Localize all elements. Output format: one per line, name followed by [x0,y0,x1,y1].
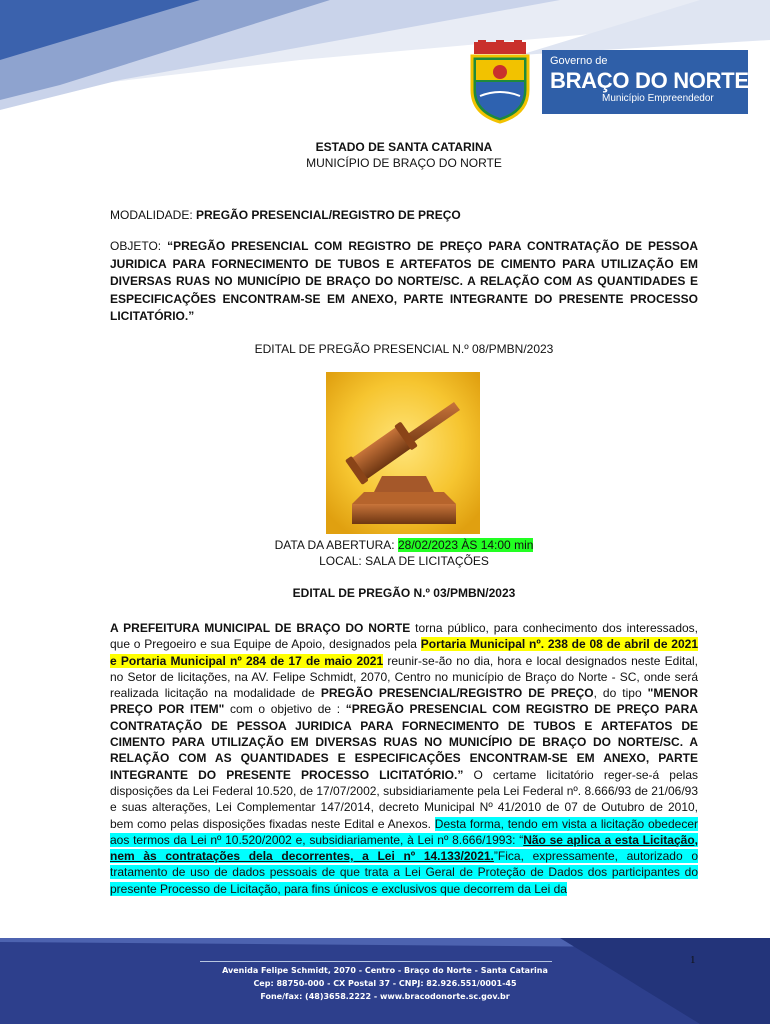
objeto-paragraph [110,238,698,326]
footer-cep: Cep: 88750-000 - CX Postal 37 - CNPJ: 82.926.551/0001-45 [253,979,517,988]
opening-date-value: 28/02/2023 ÀS 14:00 min [397,538,534,552]
footer-address: Avenida Felipe Schmidt, 2070 - Centro - Braço do Norte - Santa Catarina [222,966,548,975]
gavel-image [326,372,480,534]
edital-pregao-title: EDITAL DE PREGÃO N.º 03/PMBN/2023 [292,586,516,600]
paragraph-text: com o objetivo de : [224,702,346,717]
paragraph-text: O certame licitatório reger-se-á pelas disposições da Lei Federal 10.520, de 17/07/2002, subsidiariamente pela Lei Federal nº. 8.666/93 de 21/06/93 e suas alterações, Lei Complementar 147/2014, decreto Municipal Nº 41/2010 de 07 de Outubro de 2010, bem como pelas disposições fixadas neste Edital e Anexos. [110,767,698,831]
objeto-label: OBJETO: [110,239,168,253]
lei-notice-c: ”Fica, expressamente, autorizado o tratamento de uso de dados pessoais de que trata a Lei Geral de Proteção de Dados dos participantes do presente Processo de Licitação, para fins únicos e exclusivos que decorrem da Lei da [110,849,698,896]
footer-contact: Fone/fax: (48)3658.2222 - www.bracodonorte.sc.gov.br [260,992,510,1001]
prefeitura-name: A PREFEITURA MUNICIPAL DE BRAÇO DO NORTE [110,621,411,635]
portaria-reference: Portaria Municipal nº. 238 de 08 de abril de 2021 e Portaria Municipal nº 284 de 17 de maio 2021 [110,637,698,668]
coat-of-arms-icon [460,40,540,124]
logo-text-city: BRAÇO DO NORTE [550,68,749,93]
edital-presencial-title: EDITAL DE PREGÃO PRESENCIAL N.º 08/PMBN/2023 [254,342,554,356]
logo-text-governo: Governo de [550,55,608,67]
footer-divider [200,961,552,962]
municipality-heading: MUNICÍPIO DE BRAÇO DO NORTE [306,156,502,170]
lei-notice-b: Não se aplica a esta Licitação, nem às contratações dela decorrentes, a Lei nº 14.133/2021. [110,832,698,864]
paragraph-text: reunir-se-ão no dia, hora e local designados neste Edital, no Setor de licitações, na AV. Felipe Schmidt, 2070, Centro no município de Braço do Norte - SC, onde será realizada licitação na modalidade de [110,653,698,701]
paragraph-text: , do tipo [593,686,648,701]
page-number: 1 [690,954,696,966]
state-heading: ESTADO DE SANTA CATARINA [315,140,493,154]
opening-date-line [110,538,698,552]
opening-date-label: DATA DA ABERTURA: [274,538,398,552]
modalidade-line [110,207,698,223]
logo-text-slogan: Município Empreendedor [602,93,714,104]
location-line: LOCAL: SALA DE LICITAÇÕES [319,554,489,568]
tipo-inline: "MENOR PREÇO POR ITEM" [110,686,698,717]
modalidade-label: MODALIDADE: [110,208,197,222]
lei-notice-a: Desta forma, tendo em vista a licitação obedecer aos termos da Lei nº 10.520/2002 e, subsidiariamente, à Lei nº 8.666/1993: “ [110,816,698,847]
objeto-inline: “PREGÃO PRESENCIAL COM REGISTRO DE PREÇO PARA CONTRATAÇÃO DE PESSOA JURIDICA PARA FORNECIMENTO DE TUBOS E ARTEFATOS DE CIMENTO PARA UTILIZAÇÃO EM DIVERSAS RUAS NO MUNICÍPIO DE BRAÇO DO NORTE/SC. A RELAÇÃO COM AS QUANTIDADES E ESPECIFICAÇÕES ENCONTRAM-SE EM ANEXO, PARTE INTEGRANTE DO PRESENTE PROCESSO LICITATÓRIO.” [110,702,699,782]
government-logo [452,40,748,124]
paragraph-text: torna público, para conhecimento dos interessados, que o Pregoeiro e sua Equipe de Apoio, designados pela [110,621,698,652]
modalidade-inline: PREGÃO PRESENCIAL/REGISTRO DE PREÇO [320,686,594,701]
main-paragraph [110,620,698,897]
objeto-value: “PREGÃO PRESENCIAL COM REGISTRO DE PREÇO PARA CONTRATAÇÃO DE PESSOA JURIDICA PARA FORNECIMENTO DE TUBOS E ARTEFATOS DE CIMENTO PARA UTILIZAÇÃO EM DIVERSAS RUAS NO MUNICÍPIO DE BRAÇO DO NORTE/SC. A RELAÇÃO COM AS QUANTIDADES E ESPECIFICAÇÕES ENCONTRAM-SE EM ANEXO, PARTE INTEGRANTE DO PRESENTE PROCESSO LICITATÓRIO.” [110,239,698,323]
modalidade-value: PREGÃO PRESENCIAL/REGISTRO DE PREÇO [196,208,461,222]
